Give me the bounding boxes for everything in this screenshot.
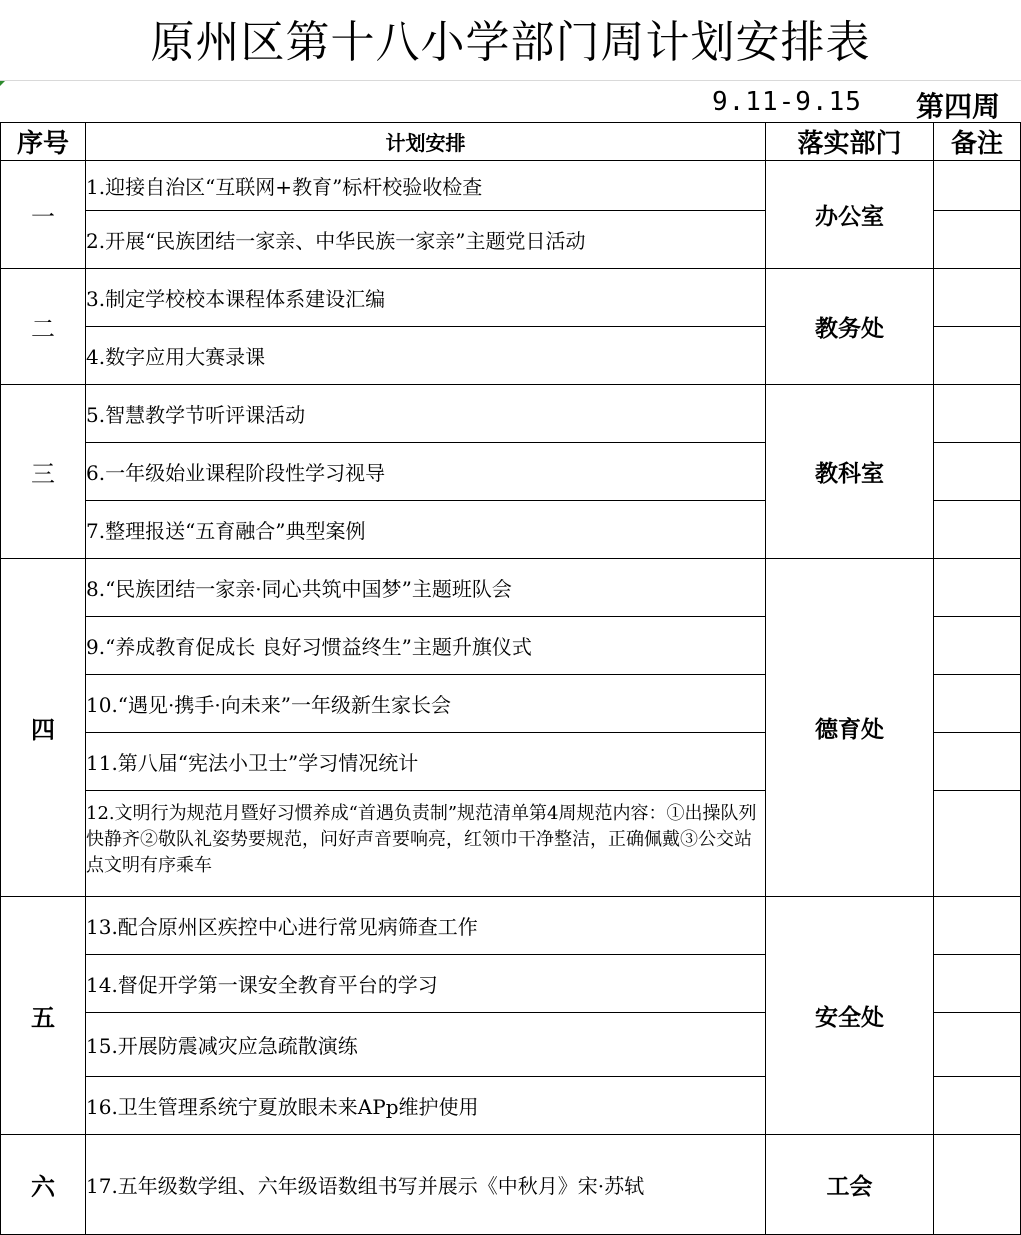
- note-cell: [934, 385, 1021, 443]
- plan-item: 17.五年级数学组、六年级语数组书写并展示《中秋月》宋·苏轼: [86, 1135, 766, 1235]
- plan-item: 3.制定学校校本课程体系建设汇编: [86, 269, 766, 327]
- plan-item: 8.“民族团结一家亲·同心共筑中国梦”主题班队会: [86, 559, 766, 617]
- note-cell: [934, 211, 1021, 269]
- note-cell: [934, 897, 1021, 955]
- plan-item: 14.督促开学第一课安全教育平台的学习: [86, 955, 766, 1013]
- plan-item: 7.整理报送“五育融合”典型案例: [86, 501, 766, 559]
- note-cell: [934, 501, 1021, 559]
- note-cell: [934, 791, 1021, 897]
- note-cell: [934, 1135, 1021, 1235]
- plan-item: 1.迎接自治区“互联网+教育”标杆校验收检查: [86, 161, 766, 211]
- note-cell: [934, 1013, 1021, 1077]
- dept-cell: 办公室: [766, 161, 934, 269]
- week-info-row: [0, 80, 1021, 123]
- plan-item: 15.开展防震减灾应急疏散演练: [86, 1013, 766, 1077]
- plan-item: 12.文明行为规范月暨好习惯养成“首遇负责制”规范清单第4周规范内容：①出操队列快静齐②敬队礼姿势要规范，问好声音要响亮，红领巾干净整洁，正确佩戴③公交站点文明有序乘车: [86, 791, 766, 897]
- header-note: 备注: [934, 123, 1021, 161]
- date-range: 9.11-9.15: [712, 87, 862, 117]
- seq-cell: 二: [1, 269, 86, 385]
- plan-item: 4.数字应用大赛录课: [86, 327, 766, 385]
- note-cell: [934, 269, 1021, 327]
- seq-cell: 四: [1, 559, 86, 897]
- plan-item: 11.第八届“宪法小卫士”学习情况统计: [86, 733, 766, 791]
- note-cell: [934, 443, 1021, 501]
- plan-item: 10.“遇见·携手·向未来”一年级新生家长会: [86, 675, 766, 733]
- dept-cell: 德育处: [766, 559, 934, 897]
- seq-cell: 六: [1, 1135, 86, 1235]
- note-cell: [934, 1077, 1021, 1135]
- note-cell: [934, 559, 1021, 617]
- seq-cell: 三: [1, 385, 86, 559]
- note-cell: [934, 327, 1021, 385]
- table-row: [1, 269, 1021, 327]
- dept-cell: 工会: [766, 1135, 934, 1235]
- dept-cell: 教务处: [766, 269, 934, 385]
- header-plan: 计划安排: [86, 123, 766, 161]
- seq-cell: 五: [1, 897, 86, 1135]
- week-number: 第四周: [916, 90, 1001, 123]
- table-row: [1, 559, 1021, 617]
- plan-item: 16.卫生管理系统宁夏放眼未来APp维护使用: [86, 1077, 766, 1135]
- note-cell: [934, 161, 1021, 211]
- table-row: [1, 1135, 1021, 1235]
- dept-cell: 教科室: [766, 385, 934, 559]
- seq-cell: 一: [1, 161, 86, 269]
- dept-cell: 安全处: [766, 897, 934, 1135]
- note-cell: [934, 733, 1021, 791]
- note-cell: [934, 617, 1021, 675]
- plan-table: [0, 122, 1021, 1235]
- plan-item: 13.配合原州区疾控中心进行常见病筛查工作: [86, 897, 766, 955]
- plan-item: 2.开展“民族团结一家亲、中华民族一家亲”主题党日活动: [86, 211, 766, 269]
- page-title: 原州区第十八小学部门周计划安排表: [150, 17, 871, 68]
- plan-item: 6.一年级始业课程阶段性学习视导: [86, 443, 766, 501]
- plan-item: 5.智慧教学节听评课活动: [86, 385, 766, 443]
- header-row: [1, 123, 1021, 161]
- table-row: [1, 161, 1021, 211]
- header-dept: 落实部门: [766, 123, 934, 161]
- table-row: [1, 385, 1021, 443]
- table-row: [1, 897, 1021, 955]
- note-cell: [934, 675, 1021, 733]
- note-cell: [934, 955, 1021, 1013]
- plan-item: 9.“养成教育促成长 良好习惯益终生”主题升旗仪式: [86, 617, 766, 675]
- header-seq: 序号: [1, 123, 86, 161]
